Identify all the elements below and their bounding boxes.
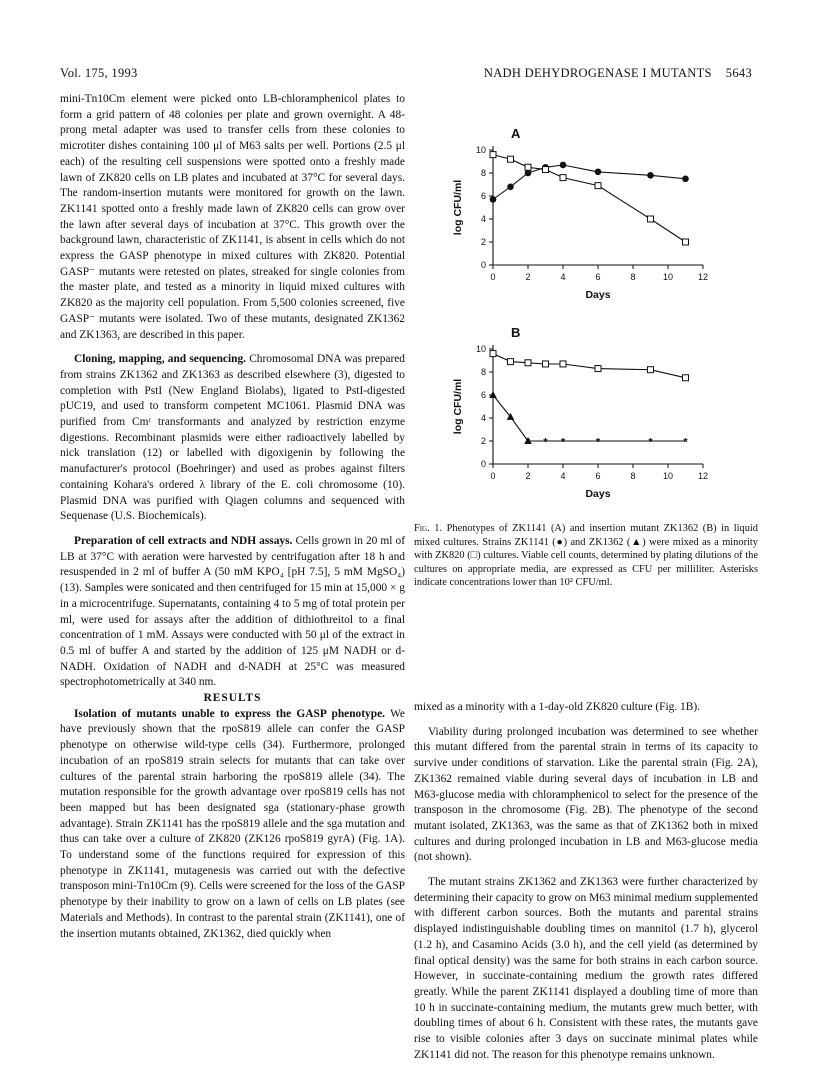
data-point: * — [595, 436, 601, 449]
data-point — [490, 152, 496, 158]
y-tick-label: 6 — [480, 191, 486, 201]
x-tick-label: 8 — [630, 272, 636, 282]
y-tick-label: 8 — [480, 367, 486, 377]
x-axis-label: Days — [585, 488, 611, 500]
left-column — [60, 92, 405, 942]
x-tick-label: 4 — [560, 272, 566, 282]
x-tick-label: 2 — [525, 471, 531, 481]
x-tick-label: 6 — [595, 471, 601, 481]
data-point — [490, 351, 496, 357]
x-tick-label: 6 — [595, 272, 601, 282]
y-tick-label: 4 — [480, 413, 486, 423]
x-tick-label: 10 — [662, 471, 674, 481]
series-line — [493, 354, 686, 378]
x-tick-label: 8 — [630, 471, 636, 481]
caption-text: Phenotypes of ZK1141 (A) and insertion mutant ZK1362 (B) in liquid mixed cultures. Strains ZK1141 (●) and ZK1362 (▲) were mixed as a minority with ZK820 (□) cultures. Viable cell counts, determined by plating dilutions of the cultures on appropriate media, are expressed as CFU per milliliter. Asterisks indicate concentrations lower than 10² CFU/ml. — [414, 523, 758, 589]
data-point: * — [683, 436, 688, 449]
data-point — [683, 239, 689, 245]
data-point — [508, 156, 514, 162]
y-axis-label: log CFU/ml — [452, 179, 464, 236]
data-point — [507, 184, 514, 191]
data-point: * — [560, 436, 566, 449]
data-point — [595, 366, 601, 372]
paragraph-body: Chromosomal DNA was prepared from strains ZK1362 and ZK1363 as described elsewhere (3), digested to completion with PstI (New England Biolabs), ligated to PstI-digested pUC19, and used to transform competent MC1061. Plasmid DNA was purified from Cmʳ transformants and analyzed by restriction enzyme digestions. Recombinant plasmids were either radioactively labelled by nick translation (12) or labelled with digoxigenin by following the manufacturer's protocol (Boehringer) and used as probes against filters containing Kohara's ordered λ library of the E. coli chromosome (10). Plasmid DNA was purified with Qiagen columns and sequenced with Sequenase (U.S. Biochemicals). — [60, 353, 405, 523]
header-title: NADH DEHYDROGENASE I MUTANTS — [483, 66, 712, 80]
data-point — [543, 167, 549, 173]
data-point — [543, 361, 549, 367]
data-point — [560, 361, 566, 367]
data-point — [683, 375, 689, 381]
paragraph — [60, 352, 405, 525]
data-point — [648, 216, 654, 222]
data-point — [525, 360, 531, 366]
subsection-heading: Isolation of mutants unable to express the GASP phenotype. — [74, 707, 385, 720]
figure-1 — [430, 112, 730, 507]
paragraph: mini-Tn10Cm element were picked onto LB-chloramphenicol plates to form a grid pattern of 48 colonies per plate and grown overnight. A 48-prong metal adapter was used to transfer cells from these colonies to microtiter dishes containing 100 μl of M63 salts per well. Portions (2.5 μl each) of the resulting cell suspensions were spotted onto a freshly made lawn of ZK820 cells on LB plates and incubated at 37°C for several days. The random-insertion mutants were monitored for growth on the lawn. ZK1141 spotted onto a freshly made lawn of ZK820 cells can grow over the lawn after several days of incubation at 37°C. This growth over the background lawn, characteristic of ZK1141, is absent in cells which do not express the GASP phenotype in mixed cultures with ZK820. Potential GASP⁻ mutants were retested on plates, streaked for single colonies from the master plate, and tested as a minority in liquid mixed cultures with ZK820 as the majority cell population. From 5,500 colonies screened, five GASP⁻ mutants were isolated. Two of these mutants, designated ZK1362 and ZK1363, are described in this paper. — [60, 93, 405, 341]
y-tick-label: 10 — [475, 344, 486, 354]
running-header-title — [484, 66, 752, 81]
data-point: * — [648, 436, 653, 449]
data-point — [560, 175, 566, 181]
subsection-heading: Preparation of cell extracts and NDH assays. — [74, 534, 293, 547]
x-axis-label: Days — [585, 289, 611, 301]
y-tick-label: 4 — [480, 214, 486, 224]
figure-caption — [414, 522, 758, 590]
paragraph-body: We have previously shown that the rpoS819 allele can confer the GASP phenotype on otherwise wild-type cells (34). Furthermore, prolonged incubation of an rpoS819 strain selects for mutants that can take over cultures of the parental strain harboring the rpoS819 allele (34). The mutation responsible for the growth advantage over rpoS819 cells has not been mapped but has been designated sga (stationary-phase growth advantage). Strain ZK1141 has the rpoS819 allele and the sga mutation and thus can take over a culture of ZK820 (ZK126 rpoS819 gyrA) (Fig. 1A). To understand some of the functions required for expression of this phenotype in ZK1141, mutagenesis was carried out with the defective transposon mini-Tn10Cm (9). Cells were screened for the loss of the GASP phenotype by their inability to grow on a lawn of cells on LB plates (see Materials and Methods). In contrast to the parental strain (ZK1141), one of the insertion mutants obtained, ZK1362, died quickly when — [60, 707, 405, 940]
caption-label: Fig. 1. — [414, 523, 443, 534]
data-point — [595, 183, 601, 189]
data-point — [648, 367, 654, 373]
panel-label: A — [511, 126, 521, 141]
running-header-volume: Vol. 175, 1993 — [60, 66, 138, 80]
data-point — [560, 162, 567, 169]
y-tick-label: 2 — [480, 436, 486, 446]
x-tick-label: 0 — [490, 272, 496, 282]
paragraph-body: Cells grown in 20 ml of LB at 37°C with aeration were harvested by centrifugation after 18 h and resuspended in 2 ml of buffer A (50 mM KPO₄ [pH 7.5], 5 mM MgSO₄) (13). Samples were sonicated and then centrifuged for 15 min at 15,000 × g in a microcentrifuge. Supernatants, containing 4 to 5 mg of total protein per ml, were used for assays after the addition of dithiothreitol to a final concentration of 1 mM. Assays were conducted with 50 μl of the extract in 0.5 ml of buffer A and started by the addition of 125 μM NADH or d-NADH. Oxidation of NADH and d-NADH at 25°C was measured spectrophotometrically at 340 nm. — [60, 534, 406, 689]
data-point: * — [525, 436, 531, 449]
paragraph — [60, 534, 405, 691]
y-tick-label: 0 — [480, 260, 486, 270]
y-tick-label: 6 — [480, 390, 486, 400]
y-tick-label: 8 — [480, 168, 486, 178]
x-tick-label: 0 — [490, 471, 496, 481]
data-point: * — [543, 436, 548, 449]
data-point — [595, 169, 602, 176]
y-tick-label: 10 — [475, 145, 486, 155]
paragraph: mixed as a minority with a 1-day-old ZK820 culture (Fig. 1B). — [414, 701, 700, 713]
paragraph — [60, 707, 405, 943]
section-heading-results: RESULTS — [203, 692, 262, 705]
data-point — [490, 196, 497, 203]
x-tick-label: 10 — [662, 272, 674, 282]
panel-label: B — [511, 325, 521, 340]
series-line — [493, 165, 686, 199]
paragraph: Viability during prolonged incubation was determined to see whether this mutant differed from the parental strain in terms of its capacity to survive under conditions of starvation. Like the parental strain (Fig. 2A), ZK1362 remained viable during several days of incubation in LB and M63-glucose media with chloramphenicol to select for the presence of the transposon in the chromosome (Fig. 2B). The phenotype of the second mutant isolated, ZK1363, was the same as that of ZK1362 both in mixed cultures and during prolonged incubation in LB and M63-glucose media (not shown). — [414, 725, 758, 864]
data-point — [508, 359, 514, 365]
data-point — [682, 175, 689, 182]
y-tick-label: 0 — [480, 459, 486, 469]
x-tick-label: 4 — [560, 471, 566, 481]
x-tick-label: 12 — [697, 471, 709, 481]
paragraph: The mutant strains ZK1362 and ZK1363 were further characterized by determining their capacity to grow on M63 minimal medium supplemented with different carbon sources. Both the mutants and parental strains displayed indistinguishable doubling times on mannitol (1.7 h), glycerol (1.2 h), and Casamino Acids (3.0 h), and the cell yield (as determined by final optical density) was the same for both strains in each carbon source. However, in succinate-containing medium the growth rates differed greatly. While the parent ZK1141 displayed a doubling time of more than 10 h in succinate-containing medium, the mutants grew much better, with doubling times of about 6 h. Consistent with these rates, the mutants gave rise to visible colonies after 3 days on succinate minimal plates while ZK1141 did not. The reason for this phenotype remains unknown. — [414, 876, 758, 1061]
series-line — [493, 155, 686, 242]
subsection-heading: Cloning, mapping, and sequencing. — [74, 353, 246, 366]
x-tick-label: 12 — [697, 272, 709, 282]
data-point — [647, 172, 654, 179]
y-axis-label: log CFU/ml — [452, 378, 464, 435]
x-tick-label: 2 — [525, 272, 531, 282]
data-point — [525, 164, 531, 170]
y-tick-label: 2 — [480, 237, 486, 247]
right-column — [414, 700, 758, 1063]
page-number: 5643 — [725, 66, 752, 80]
